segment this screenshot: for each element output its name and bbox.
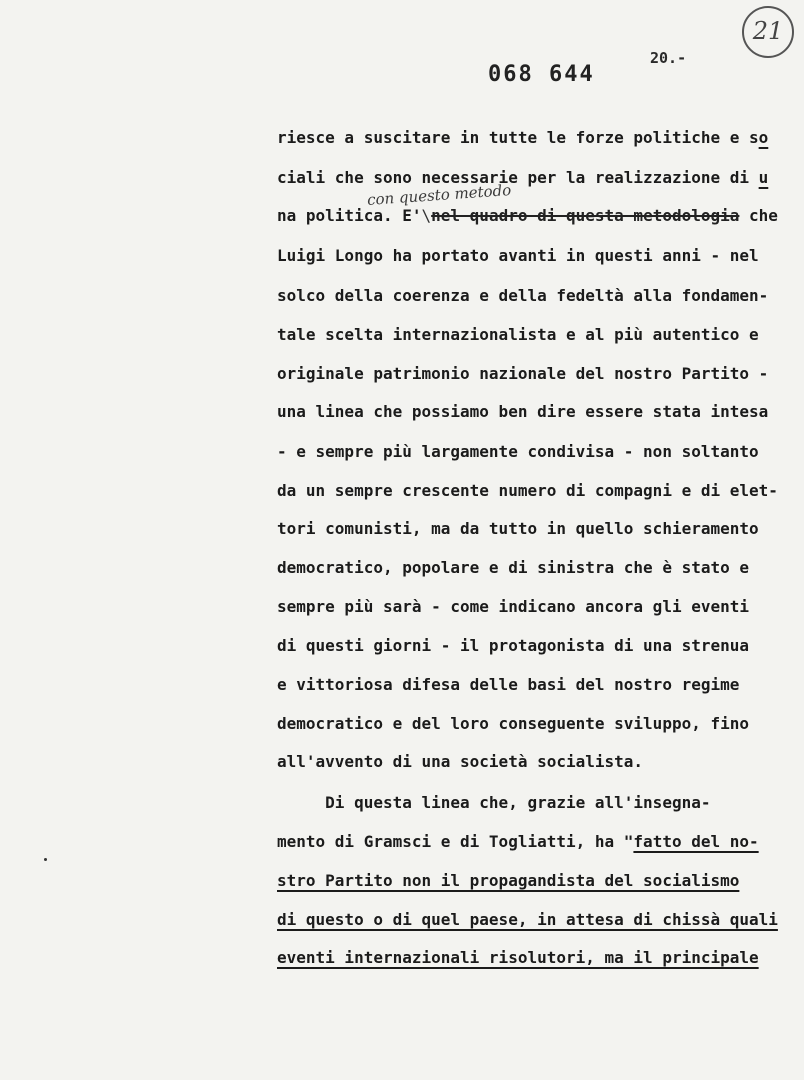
stray-mark [44,858,47,861]
text-line: da un sempre crescente numero di compagni e di elet- [277,481,778,500]
text-line: - e sempre più largamente condivisa - non soltanto [277,442,759,461]
text-line: riesce a suscitare in tutte le forze politiche e so [277,128,769,147]
text-line: e vittoriosa difesa delle basi del nostro regime [277,675,740,694]
text-line: una linea che possiamo ben dire essere stata intesa [277,402,769,421]
text-line: di questi giorni - il protagonista di una strenua [277,636,750,655]
text-line: democratico e del loro conseguente sviluppo, fino [277,714,750,733]
text-line: Luigi Longo ha portato avanti in questi anni - nel [277,246,759,265]
text-line: Di questa linea che, grazie all'insegna- [277,793,711,812]
text-line: ciali che sono necessarie per la realizzazione di u [277,168,769,187]
text-line: all'avvento di una società socialista. [277,752,644,771]
serial-number: 068 644 [488,62,595,87]
text-line: tale scelta internazionalista e al più autentico e [277,325,759,344]
text-line: solco della coerenza e della fedeltà alla fondamen- [277,286,769,305]
text-line: mento di Gramsci e di Togliatti, ha "fatto del no- [277,832,759,851]
text-line: originale patrimonio nazionale del nostro Partito - [277,364,769,383]
underlined-quote-line: stro Partito non il propagandista del socialismo [277,871,740,890]
text-line: tori comunisti, ma da tutto in quello schieramento [277,519,759,538]
struck-text: nel quadro di questa metodologia [431,206,740,225]
underlined-quote-line: eventi internazionali risolutori, ma il principale [277,948,759,967]
circled-page-number: 21 [742,6,794,58]
handwritten-annotation: con questo metodo [366,180,512,210]
text-line: sempre più sarà - come indicano ancora gli eventi [277,597,750,616]
underlined-quote-line: di questo o di quel paese, in attesa di chissà quali [277,910,778,929]
text-line: na politica. E'\nel quadro di questa metodologia che [277,206,778,225]
text-line: democratico, popolare e di sinistra che è stato e [277,558,750,577]
page-number: 20.- [650,49,687,67]
